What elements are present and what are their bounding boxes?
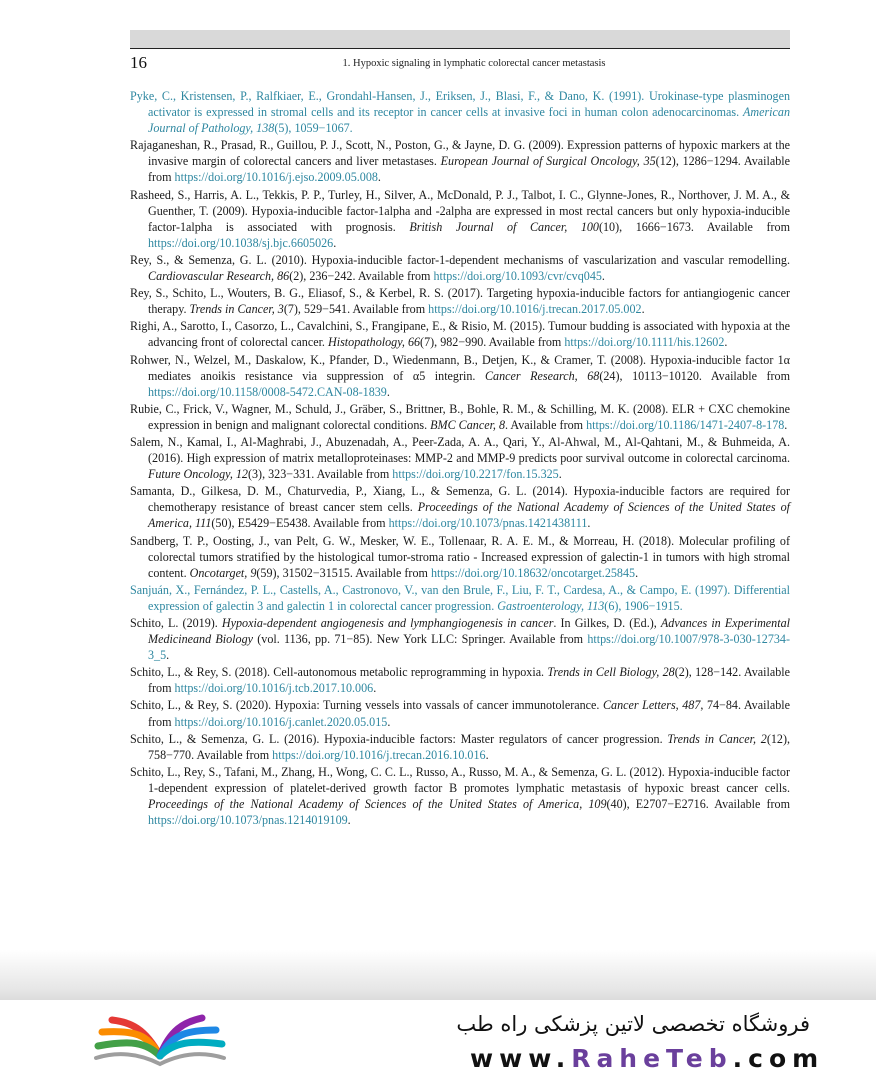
reference-text: . (377, 170, 381, 185)
store-url[interactable] (470, 1044, 825, 1073)
reference-text: Sanjuán, X., Fernández, P. L., Castells, A., Castronovo, V., van den Brule, F., Liu, F. T., Cardesa, A., & Campo, E. (1997). Differential expression of galectin 3 and galectin 1 in colorectal cancer progression. (130, 582, 790, 613)
reference-entry (130, 764, 790, 828)
reference-entry (130, 88, 790, 136)
reference-text: Samanta, D., Gilkesa, D. M., Chaturvedia, P., Xiang, L., & Semenza, G. L. (2014). Hypoxia-inducible factors are required for chemotherapy resistance of breast cancer stem cells. (130, 484, 790, 515)
reference-text: . (333, 235, 337, 250)
reference-text: Schito, L., & Semenza, G. L. (2016). Hypoxia-inducible factors: Master regulators of cancer progression. (130, 731, 668, 746)
reference-text: (12), 1286−1294. Available from (148, 154, 790, 185)
doi-link[interactable]: https://doi.org/10.1016/j.ejso.2009.05.008 (174, 170, 378, 185)
reference-text: (12), 758−770. Available from (148, 731, 790, 762)
reference-text: (2), 236−242. Available from (289, 269, 434, 284)
header-rule (130, 48, 790, 49)
reference-entry (130, 434, 790, 482)
reference-entry (130, 187, 790, 251)
reference-entry (130, 697, 790, 729)
reference-source-italic: Hypoxia-dependent angiogenesis and lymphangiogenesis in cancer (221, 616, 554, 630)
header-bar (130, 30, 790, 48)
reference-source-italic: British Journal of Cancer, 100 (409, 219, 599, 234)
reference-text: (7), 982−990. Available from (420, 335, 565, 350)
reference-text: . (373, 681, 377, 696)
reference-text: Rasheed, S., Harris, A. L., Tekkis, P. P., Turley, H., Silver, A., McDonald, P. J., Talbot, I. C., Glynne-Jones, R., Northover, J. M. A., & Guenther, T. (2009). Hypoxia-inducible factor-1alpha and -2alpha are expressed in most rectal cancers but only hypoxia-inducible factor-1alpha is associated with prognosis. (130, 187, 790, 234)
doi-link[interactable]: https://doi.org/10.18632/oncotarget.25845 (430, 565, 636, 580)
reference-source-italic: BMC Cancer, 8 (430, 417, 506, 432)
reference-entry (130, 252, 790, 284)
reference-entry (130, 615, 790, 663)
reference-text: . (485, 747, 489, 762)
doi-link[interactable]: https://doi.org/10.1007/978-3-030-12734-3_5 (148, 632, 790, 663)
reference-text: . (587, 516, 591, 531)
reference-entry (130, 318, 790, 350)
reference-text: Rajaganeshan, R., Prasad, R., Guillou, P. J., Scott, N., Poston, G., & Jayne, D. G. (2009). Expression patterns of hypoxic markers at the invasive margin of colorectal cancers and liver metastases. (130, 138, 790, 169)
reference-text: (10), 1666−1673. Available from (598, 219, 790, 234)
reference-entry (130, 664, 790, 696)
reference-entry (130, 533, 790, 581)
store-name-persian: فروشگاه تخصصی لاتین پزشکی راه طب (456, 1012, 810, 1036)
reference-source-italic: Gastroenterology, 113 (497, 598, 605, 613)
reference-entry (130, 352, 790, 400)
doi-link[interactable]: https://doi.org/10.1016/j.trecan.2016.10.016 (272, 747, 486, 762)
reference-source-italic: Trends in Cancer, 3 (189, 302, 284, 317)
reference-source-italic: Cancer Letters, 487 (602, 698, 701, 713)
reference-list (130, 88, 790, 829)
reference-source-italic: European Journal of Surgical Oncology, 35 (440, 154, 656, 169)
reference-entry (130, 582, 790, 614)
reference-source-italic: Proceedings of the National Academy of Sciences of the United States of America, 111 (148, 500, 790, 531)
doi-link[interactable]: https://doi.org/10.1016/j.tcb.2017.10.006 (174, 681, 374, 696)
reference-text: (50), E5429−E5438. Available from (211, 516, 389, 531)
reference-source-italic: Cancer Research, 68 (484, 368, 600, 383)
doi-link[interactable]: https://doi.org/10.1073/pnas.1421438111 (388, 516, 588, 531)
url-prefix: www. (470, 1044, 572, 1073)
reference-text: Schito, L., & Rey, S. (2018). Cell-autonomous metabolic reprogramming in hypoxia. (130, 665, 548, 680)
url-brand: RaheTeb (571, 1044, 733, 1073)
reference-text: Rey, S., Schito, L., Wouters, B. G., Eliasof, S., & Kerbel, R. S. (2017). Targeting hypoxia-inducible factors for antiangiogenic cancer therapy. (130, 286, 790, 317)
url-suffix: .com (732, 1044, 825, 1073)
reference-text: (vol. 1136, pp. 71−85). New York LLC: Springer. Available from (253, 632, 588, 647)
reference-text: , 74−84. Available from (148, 698, 790, 729)
reference-text: (40), E2707−E2716. Available from (606, 797, 790, 812)
reference-text: . (784, 417, 788, 432)
reference-text: . (724, 335, 728, 350)
reference-text: . (166, 648, 170, 663)
reference-source-italic: Trends in Cancer, 2 (667, 731, 767, 746)
reference-text: Schito, L., Rey, S., Tafani, M., Zhang, H., Wong, C. C. L., Russo, A., Russo, M. A., & Semenza, G. L. (2012). Hypoxia-inducible factor 1-dependent expression of platelet-derived growth factor B promotes lymphatic metastasis of hypoxic breast cancer cells. (130, 764, 790, 795)
site-banner (0, 1000, 876, 1080)
doi-link[interactable]: https://doi.org/10.1158/0008-5472.CAN-08-1839 (148, 384, 387, 399)
reference-text: (24), 10113−10120. Available from (599, 368, 790, 383)
reference-text: Rubie, C., Frick, V., Wagner, M., Schuld, J., Gräber, S., Brittner, B., Bohle, R. M., & Schilling, M. K. (2008). ELR + CXC chemokine expression in benign and malignant colorectal conditions. (130, 401, 790, 432)
doi-link[interactable]: https://doi.org/10.1016/j.canlet.2020.05.015 (174, 714, 388, 729)
doi-link[interactable]: https://doi.org/10.1111/his.12602 (564, 335, 725, 350)
reference-text: . In Gilkes, D. (Ed.), (553, 616, 661, 630)
reference-source-italic: Histopathology, 66 (327, 335, 421, 350)
running-title: 1. Hypoxic signaling in lymphatic colorectal cancer metastasis (342, 58, 606, 69)
doi-link[interactable]: https://doi.org/10.2217/fon.15.325 (392, 467, 559, 482)
reference-source-italic: Trends in Cell Biology, 28 (547, 665, 675, 680)
reference-text: Schito, L., & Rey, S. (2020). Hypoxia: Turning vessels into vassals of cancer immunotolerance. (130, 698, 603, 713)
reference-text: Schito, L. (2019). (130, 616, 222, 630)
reference-text: (59), 31502−31515. Available from (256, 565, 431, 580)
reference-source-italic: American Journal of Pathology, 138 (148, 105, 790, 136)
reference-text: . Available from (505, 417, 587, 432)
doi-link[interactable]: https://doi.org/10.1073/pnas.1214019109 (148, 813, 348, 828)
reference-source-italic: Advances in Experimental Medicineand Biology (148, 616, 790, 647)
reference-text: Rey, S., & Semenza, G. L. (2010). Hypoxia-inducible factor-1-dependent mechanisms of vascularization and vascular remodelling. (130, 252, 790, 267)
reference-text: . (558, 467, 562, 482)
doi-link[interactable]: https://doi.org/10.1016/j.trecan.2017.05.002 (428, 302, 642, 317)
reference-text: . (386, 384, 390, 399)
reference-text: Pyke, C., Kristensen, P., Ralfkiaer, E., Grondahl-Hansen, J., Eriksen, J., Blasi, F., & Dano, K. (1991). Urokinase-type plasminogen activator is expressed in stromal cells and its receptor in cancer cells at invasive foci in human colon adenocarcinomas. (130, 89, 790, 120)
reference-source-italic: Cardiovascular Research, 86 (148, 269, 290, 284)
reference-text: (6), 1906−1915. (604, 598, 683, 613)
reference-text: Salem, N., Kamal, I., Al-Maghrabi, J., Abuzenadah, A., Peer-Zada, A. A., Qari, Y., Al-Ahwal, M., Al-Qahtani, M., & Buhmeida, A. (2016). High expression of matrix metalloproteinases: MMP-2 and MMP-9 predicts poor survival outcome in colorectal carcinoma. (130, 434, 790, 466)
reference-text: (2), 128−142. Available from (148, 665, 790, 696)
reference-entry (130, 483, 790, 531)
reference-text: Sandberg, T. P., Oosting, J., van Pelt, G. W., Mesker, W. E., Tollenaar, R. A. E. M., & Morreau, H. (2018). Molecular profiling of colorectal tumors stratified by the histological tumor-stroma ratio - Increased expression of galectin-1 in tumors with high stromal content. (130, 533, 790, 580)
reference-text: . (601, 269, 605, 284)
reference-text: . (641, 302, 645, 317)
page-number: 16 (130, 53, 147, 72)
open-book-rainbow-icon (90, 1008, 230, 1070)
reference-source-italic: Oncotarget, 9 (189, 565, 257, 580)
reference-entry (130, 401, 790, 433)
reference-text: Righi, A., Sarotto, I., Casorzo, L., Cavalchini, S., Frangipane, E., & Risio, M. (2015). Tumour budding is associated with hypoxia at the advancing front of colorectal cancer. (130, 319, 790, 350)
reference-text: Rohwer, N., Welzel, M., Daskalow, K., Pfander, D., Wiedenmann, B., Detjen, K., & Cramer, T. (2008). Hypoxia-inducible factor 1α mediates anoikis resistance via suppression of α5 integrin. (130, 352, 790, 383)
reference-text: (7), 529−541. Available from (283, 302, 429, 317)
reference-text: . (387, 714, 391, 729)
reference-text: . (347, 813, 351, 828)
doi-link[interactable]: https://doi.org/10.1186/1471-2407-8-178 (586, 417, 785, 432)
reference-entry (130, 731, 790, 763)
reference-source-italic: Future Oncology, 12 (148, 467, 248, 482)
reference-text: . (635, 565, 639, 580)
doi-link[interactable]: https://doi.org/10.1038/sj.bjc.6605026 (148, 235, 334, 250)
reference-entry (130, 285, 790, 317)
reference-source-italic: Proceedings of the National Academy of Sciences of the United States of America, 109 (148, 797, 607, 812)
doi-link[interactable]: https://doi.org/10.1093/cvr/cvq045 (433, 269, 602, 284)
reference-entry (130, 137, 790, 185)
reference-text: (3), 323−331. Available from (247, 467, 393, 482)
reference-text: (5), 1059−1067. (274, 121, 353, 136)
